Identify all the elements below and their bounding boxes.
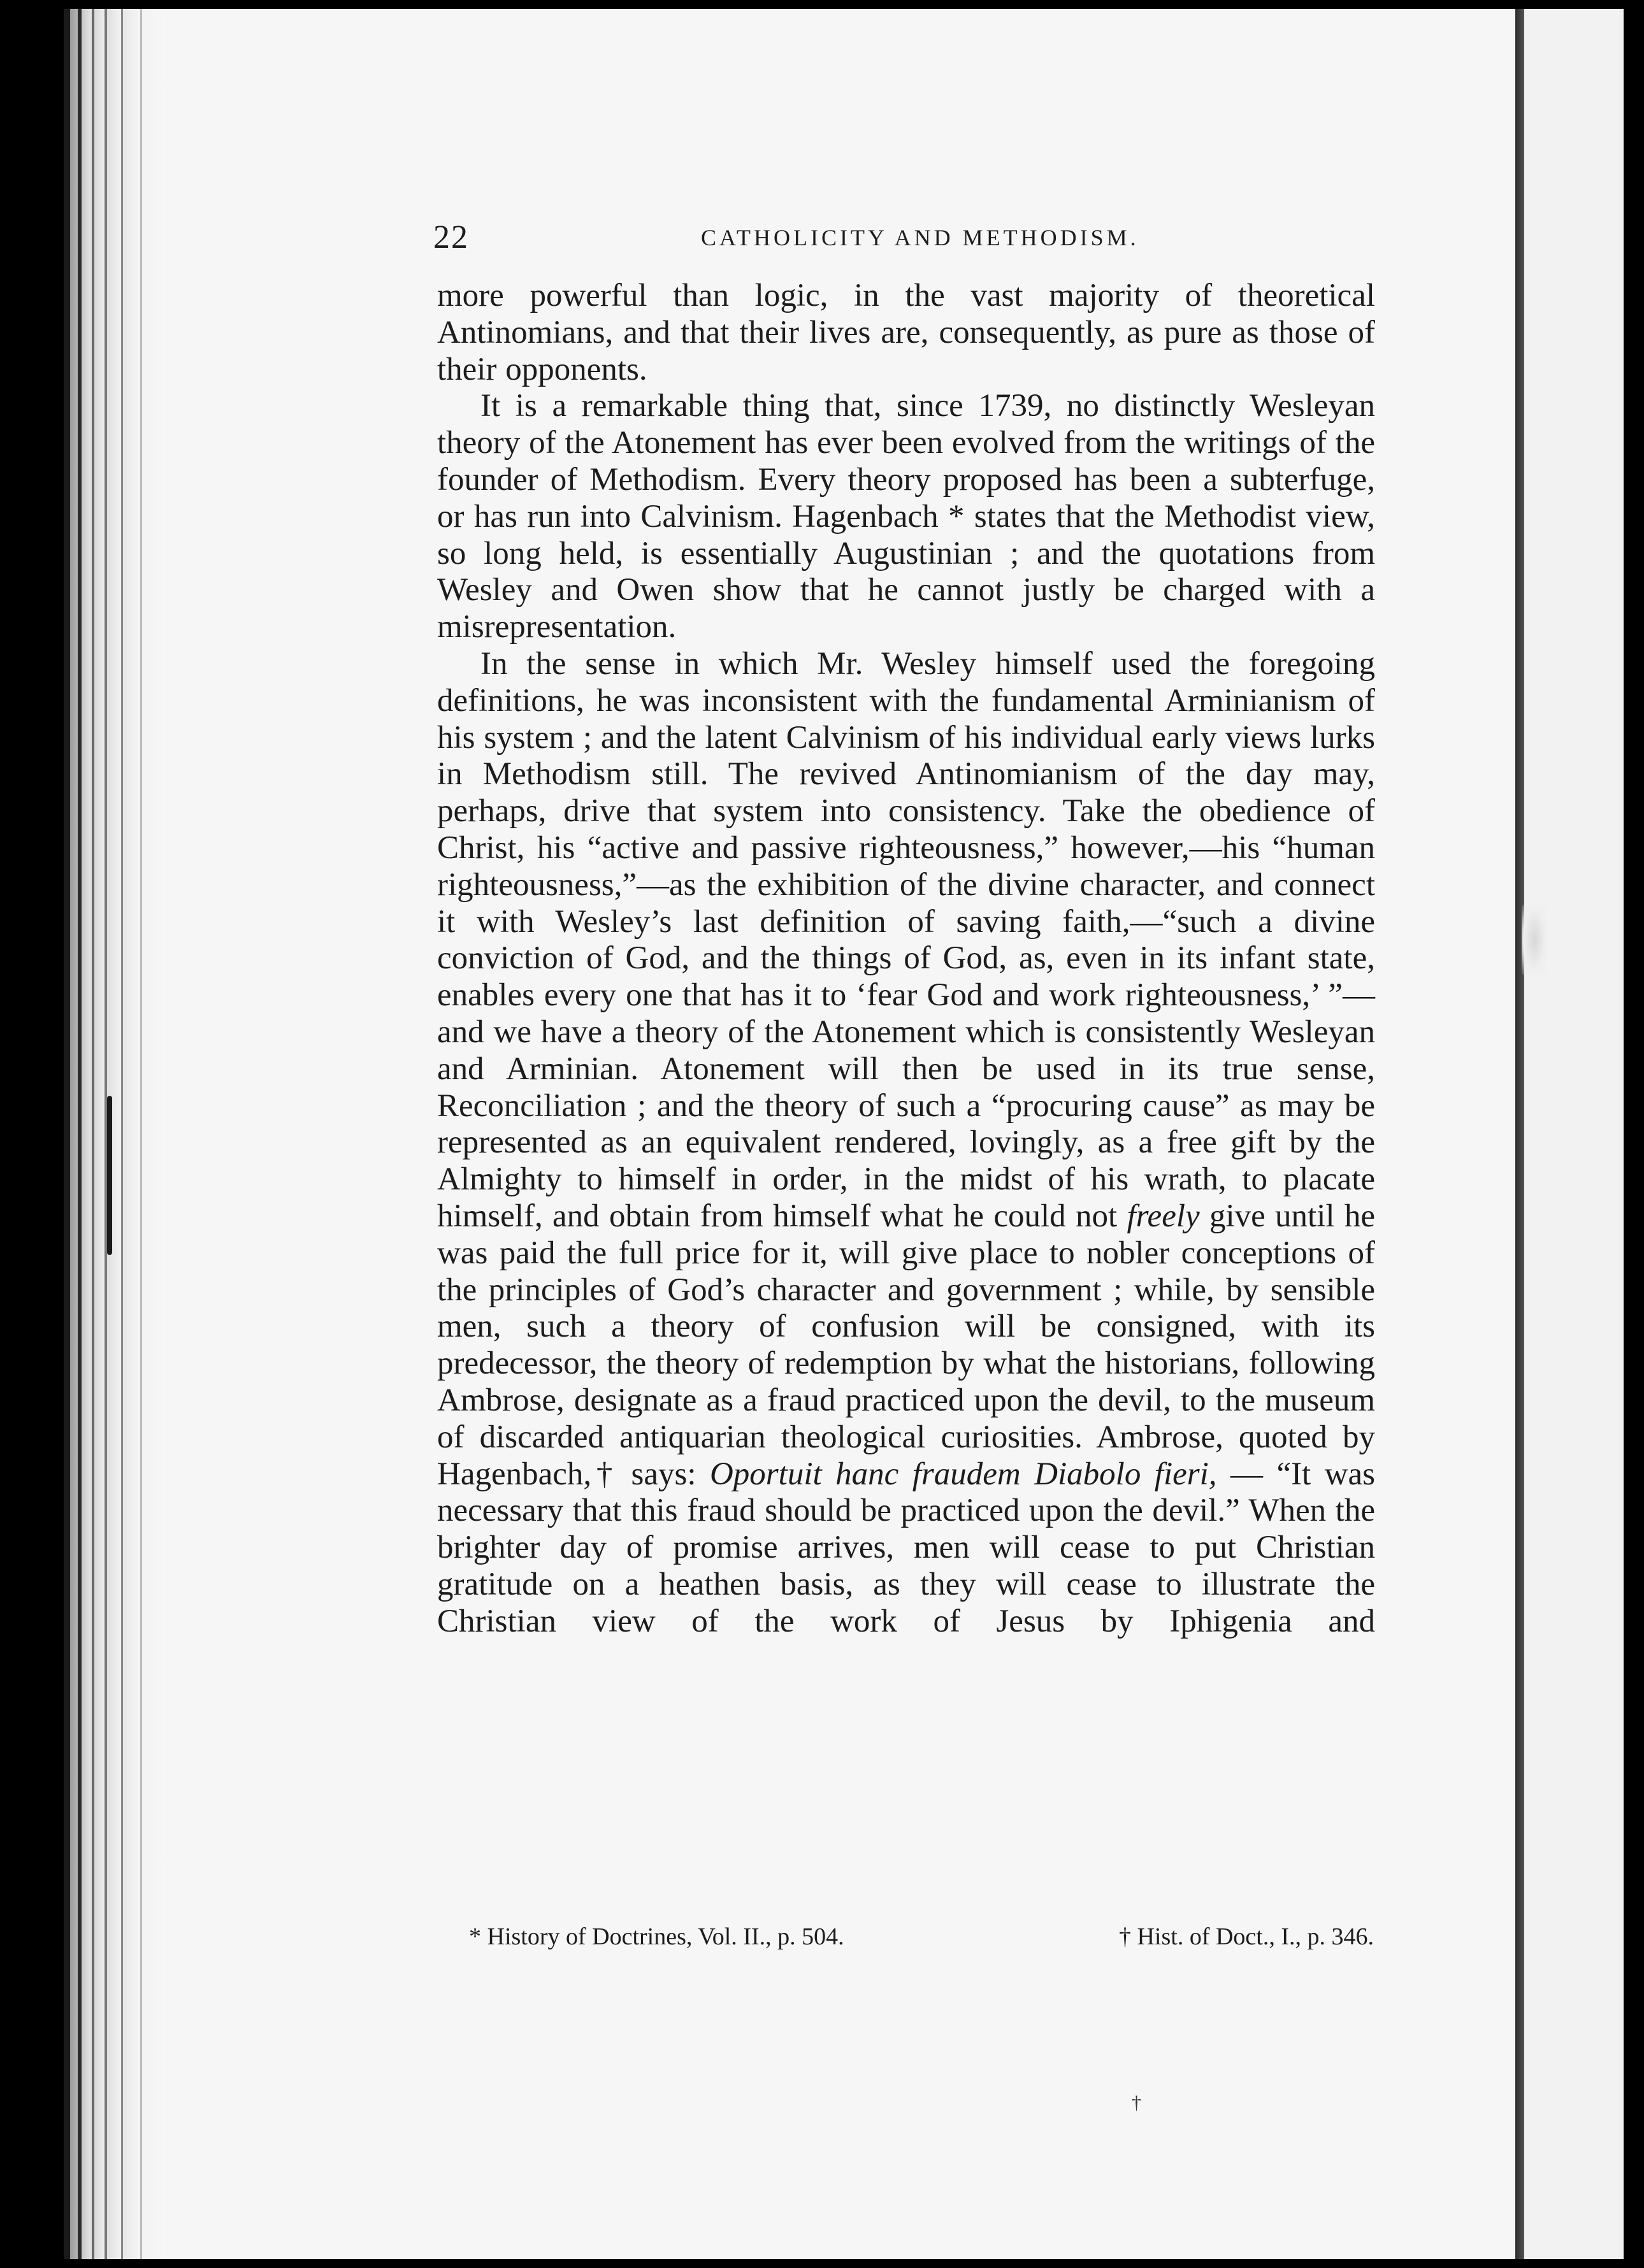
- paragraph-3-part-a: In the sense in which Mr. Wesley himself used the foregoing definitions, he was inconsistent with the fundamental Arminianism of his system ; and the latent Calvinism of his individual early views lurks in Methodism still. The revived Antinomianism of the day may, perhaps, drive that system into consistency. Take the obedience of Christ, his “active and passive righteousness,” however,—his “human righteousness,”—as the exhibition of the divine character, and connect it with Wesley’s last definition of saving faith,—“such a divine conviction of God, and the things of God, as, even in its infant state, enables every one that has it to ‘fear God and work righteousness,’ ”—and we have a theory of the Atonement which is consistently Wesleyan and Arminian. Atonement will then be used in its true sense, Reconciliation ; and the theory of such a “procuring cause” as may be represented as an equivalent rendered, lovingly, as a free gift by the Almighty to himself in order, in the midst of his wrath, to placate himself, and obtain from himself what he could not: [437, 645, 1375, 1234]
- footnote-dagger: † Hist. of Doct., I., p. 346.: [1118, 1923, 1374, 1950]
- stray-printer-mark: †: [1132, 2092, 1141, 2113]
- book-spine-edge: [64, 9, 166, 2259]
- running-head: [433, 219, 1376, 257]
- paragraph-3-part-c: — “It was necessary that this fraud should be practiced upon the devil.” When the brighter day of promise arrives, men will cease to put Christian gratitude on a heathen basis, as they will cease to illustrate the Christian view of the work of Jesus by Iphigenia and: [437, 1456, 1376, 1639]
- paragraph-3-emphasis-freely: freely: [1127, 1198, 1200, 1234]
- page-number: 22: [433, 219, 469, 255]
- paragraph-3-part-b: give until he was paid the full price for it, will give place to nobler conceptions of the principles of God’s character and government ; while, by sensible men, such a theory of confusion will be consigned, with its predecessor, the theory of redemption by what the historians, following Ambrose, designate as a fraud practiced upon the devil, to the museum of discarded antiquarian theological curiosities. Ambrose, quoted by Hagenbach,† says:: [437, 1198, 1376, 1492]
- scan-border-bottom: [0, 2259, 1644, 2268]
- footnote-star: * History of Doctrines, Vol. II., p. 504.: [469, 1923, 844, 1950]
- footnotes: [469, 1919, 1374, 1955]
- scan-border-top: [0, 0, 1644, 9]
- running-title: CATHOLICITY AND METHODISM.: [701, 225, 1139, 250]
- paragraph-1: more powerful than logic, in the vast majority of theoretical Antinomians, and that their lives are, consequently, as pure as those of their opponents.: [437, 278, 1375, 387]
- body-text: [437, 278, 1375, 1640]
- page-gutter: [1515, 9, 1524, 2259]
- scan-border-right: [1624, 0, 1644, 2268]
- scan-border-left: [0, 0, 64, 2268]
- facing-page-blot: [1522, 905, 1547, 975]
- paragraph-2: It is a remarkable thing that, since 1739, no distinctly Wesleyan theory of the Atonement has ever been evolved from the writings of the founder of Methodism. Every theory proposed has been a subterfuge, or has run into Calvinism. Hagenbach * states that the Methodist view, so long held, is essentially Augustinian ; and the quotations from Wesley and Owen show that he cannot justly be charged with a misrepresentation.: [437, 388, 1375, 645]
- spine-shadow-mark: [107, 1096, 112, 1255]
- paragraph-3: [437, 646, 1375, 1640]
- paragraph-3-latin-quote: Oportuit hanc fraudem Diabolo fieri,: [709, 1456, 1217, 1492]
- facing-page-edge: [1524, 9, 1624, 2259]
